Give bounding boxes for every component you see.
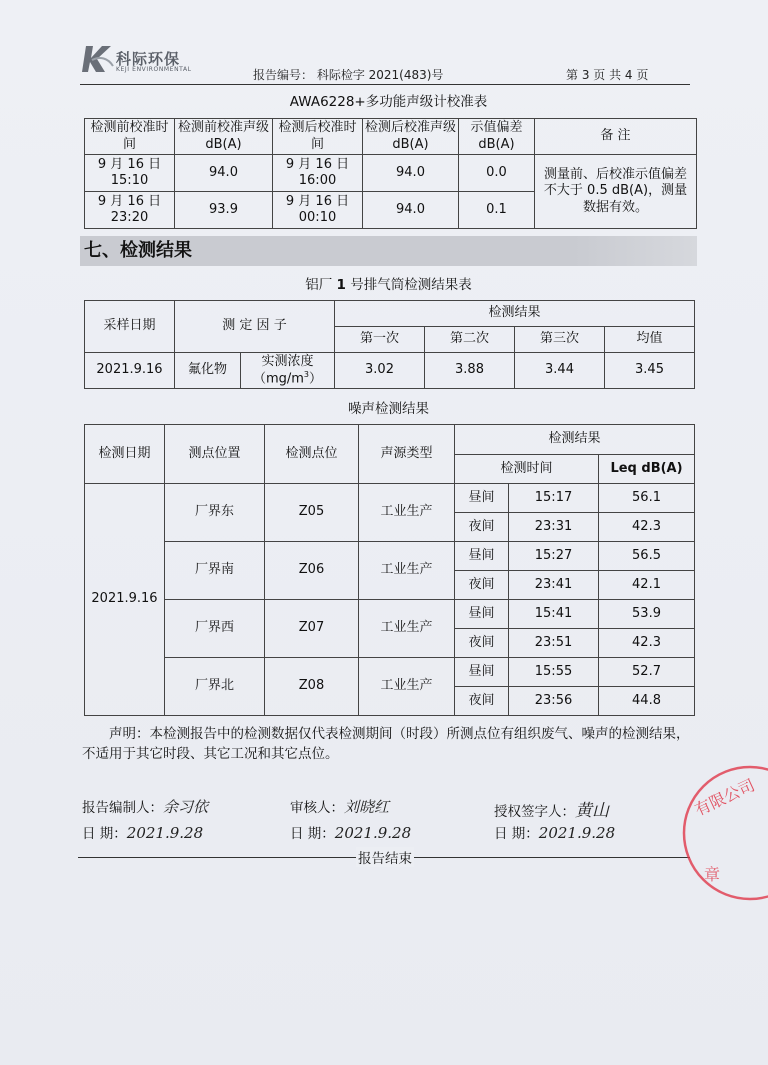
remark-cell: 测量前、后校准示值偏差不大于 0.5 dB(A)，测量数据有效。	[535, 155, 697, 229]
period-cell: 夜间	[455, 629, 509, 658]
approver-label: 授权签字人：	[494, 804, 575, 820]
logo-k-icon	[82, 44, 114, 74]
date-handwriting: 2021.9.28	[334, 824, 412, 842]
time-cell: 23:51	[509, 629, 599, 658]
unit-base: （mg/m	[252, 371, 304, 387]
table-row	[85, 484, 695, 513]
point-cell: Z08	[265, 658, 359, 716]
header-cell: 检测前校准时间	[85, 119, 175, 155]
report-number: 报告编号： 科际检字 2021(483)号	[253, 68, 444, 82]
time-cell: 23:31	[509, 513, 599, 542]
header-cell: 测点位置	[165, 425, 265, 484]
deviation-cell: 0.0	[459, 155, 535, 192]
measure-unit-cell	[241, 353, 335, 389]
header-cell: 检测后校准时间	[273, 119, 363, 155]
period-cell: 昼间	[455, 542, 509, 571]
header-cell: 检测日期	[85, 425, 165, 484]
period-cell: 夜间	[455, 571, 509, 600]
leq-cell: 42.3	[599, 629, 695, 658]
before-level-cell: 93.9	[175, 192, 273, 229]
leq-cell: 53.9	[599, 600, 695, 629]
table-row	[85, 155, 697, 192]
value-cell: 3.02	[335, 353, 425, 389]
time-cell: 23:41	[509, 571, 599, 600]
header-cell: 均值	[605, 327, 695, 353]
approver-date	[494, 822, 615, 842]
compiler-signature	[82, 796, 208, 817]
deviation-cell: 0.1	[459, 192, 535, 229]
section-heading: 七、检测结果	[80, 236, 697, 266]
measure-label: 实测浓度	[261, 353, 314, 369]
header-divider	[80, 84, 690, 85]
leq-cell: 44.8	[599, 687, 695, 716]
header-cell: 第三次	[515, 327, 605, 353]
leq-cell: 52.7	[599, 658, 695, 687]
table-header-row	[85, 301, 695, 327]
noise-table-title: 噪声检测结果	[348, 401, 429, 417]
location-cell: 厂界东	[165, 484, 265, 542]
period-cell: 昼间	[455, 658, 509, 687]
table-header-row	[85, 119, 697, 155]
period-cell: 昼间	[455, 484, 509, 513]
period-cell: 昼间	[455, 600, 509, 629]
leq-cell: 56.5	[599, 542, 695, 571]
header-cell: 检测前校准声级 dB(A)	[175, 119, 273, 155]
header-cell: 备 注	[535, 119, 697, 155]
approver-handwriting: 黄山	[575, 801, 609, 821]
header-cell: 检测结果	[455, 425, 695, 455]
seal-icon	[676, 758, 768, 908]
header-cell: 检测结果	[335, 301, 695, 327]
table-header-row	[85, 425, 695, 455]
point-cell: Z06	[265, 542, 359, 600]
header-cell: 测 定 因 子	[175, 301, 335, 353]
declaration-text: 声明：本检测报告中的检测数据仅代表检测期间（时段）所测点位有组织废气、噪声的检测结果，不适用于其它时段、其它工况和其它点位。	[82, 726, 690, 762]
company-logo	[82, 44, 212, 76]
compiler-date	[82, 822, 203, 842]
source-cell: 工业生产	[359, 542, 455, 600]
time-cell: 15:17	[509, 484, 599, 513]
unit-end: ）	[309, 371, 323, 387]
header-cell: 采样日期	[85, 301, 175, 353]
header-cell: 第一次	[335, 327, 425, 353]
date-handwriting: 2021.9.28	[538, 824, 616, 842]
reviewer-date	[290, 822, 411, 842]
reviewer-label: 审核人：	[290, 800, 344, 816]
value-cell: 3.88	[425, 353, 515, 389]
after-level-cell: 94.0	[363, 155, 459, 192]
header-cell: 第二次	[425, 327, 515, 353]
after-time-cell: 9 月 16 日 16:00	[273, 155, 363, 192]
date-label: 日 期：	[82, 826, 127, 842]
noise-date-cell: 2021.9.16	[85, 484, 165, 716]
header-cell: 示值偏差 dB(A)	[459, 119, 535, 155]
period-cell: 夜间	[455, 513, 509, 542]
header-cell: 检测后校准声级 dB(A)	[363, 119, 459, 155]
date-label: 日 期：	[290, 826, 335, 842]
value-cell: 3.45	[605, 353, 695, 389]
page-indicator: 第 3 页 共 4 页	[566, 68, 649, 82]
unit-superscript: 3	[303, 369, 310, 379]
after-time-cell: 9 月 16 日 00:10	[273, 192, 363, 229]
before-level-cell: 94.0	[175, 155, 273, 192]
table-row	[85, 542, 695, 571]
value-cell: 3.44	[515, 353, 605, 389]
after-level-cell: 94.0	[363, 192, 459, 229]
reviewer-handwriting: 刘晓红	[344, 798, 390, 816]
source-cell: 工业生产	[359, 658, 455, 716]
before-time-cell: 9 月 16 日 15:10	[85, 155, 175, 192]
table-row	[85, 600, 695, 629]
period-cell: 夜间	[455, 687, 509, 716]
location-cell: 厂界西	[165, 600, 265, 658]
location-cell: 厂界南	[165, 542, 265, 600]
header-cell: 检测时间	[455, 455, 599, 484]
reviewer-signature	[290, 796, 389, 817]
header-cell: Leq dB(A)	[599, 455, 695, 484]
sample-date-cell: 2021.9.16	[85, 353, 175, 389]
seal-text: 有限公司	[691, 775, 758, 820]
leq-cell: 56.1	[599, 484, 695, 513]
svg-text:章: 章	[704, 865, 721, 884]
time-cell: 23:56	[509, 687, 599, 716]
date-handwriting: 2021.9.28	[126, 824, 204, 842]
point-cell: Z05	[265, 484, 359, 542]
calibration-table-title: AWA6228+多功能声级计校准表	[289, 94, 488, 110]
calibration-table	[84, 118, 697, 229]
exhaust-title-suffix: 号排气筒检测结果表	[345, 277, 472, 293]
logo-name-en: KEJI ENVIRONMENTAL	[116, 66, 192, 73]
date-label: 日 期：	[494, 826, 539, 842]
leq-cell: 42.1	[599, 571, 695, 600]
leq-cell: 42.3	[599, 513, 695, 542]
noise-result-table	[84, 424, 695, 716]
compiler-label: 报告编制人：	[82, 800, 163, 816]
report-end-label: 报告结束	[356, 847, 414, 867]
exhaust-result-table	[84, 300, 695, 389]
approver-signature	[494, 796, 609, 821]
logo-name-cn: 科际环保	[116, 50, 181, 68]
header-cell: 检测点位	[265, 425, 359, 484]
time-cell: 15:27	[509, 542, 599, 571]
location-cell: 厂界北	[165, 658, 265, 716]
source-cell: 工业生产	[359, 484, 455, 542]
exhaust-table-title	[80, 273, 697, 293]
source-cell: 工业生产	[359, 600, 455, 658]
compiler-handwriting: 余习依	[163, 798, 209, 816]
table-row	[85, 353, 695, 389]
header-cell: 声源类型	[359, 425, 455, 484]
before-time-cell: 9 月 16 日 23:20	[85, 192, 175, 229]
time-cell: 15:41	[509, 600, 599, 629]
table-row	[85, 658, 695, 687]
exhaust-title-number: 1	[336, 277, 346, 293]
factor-cell: 氟化物	[175, 353, 241, 389]
exhaust-title-prefix: 铝厂	[305, 277, 337, 293]
point-cell: Z07	[265, 600, 359, 658]
time-cell: 15:55	[509, 658, 599, 687]
company-seal	[676, 758, 768, 908]
